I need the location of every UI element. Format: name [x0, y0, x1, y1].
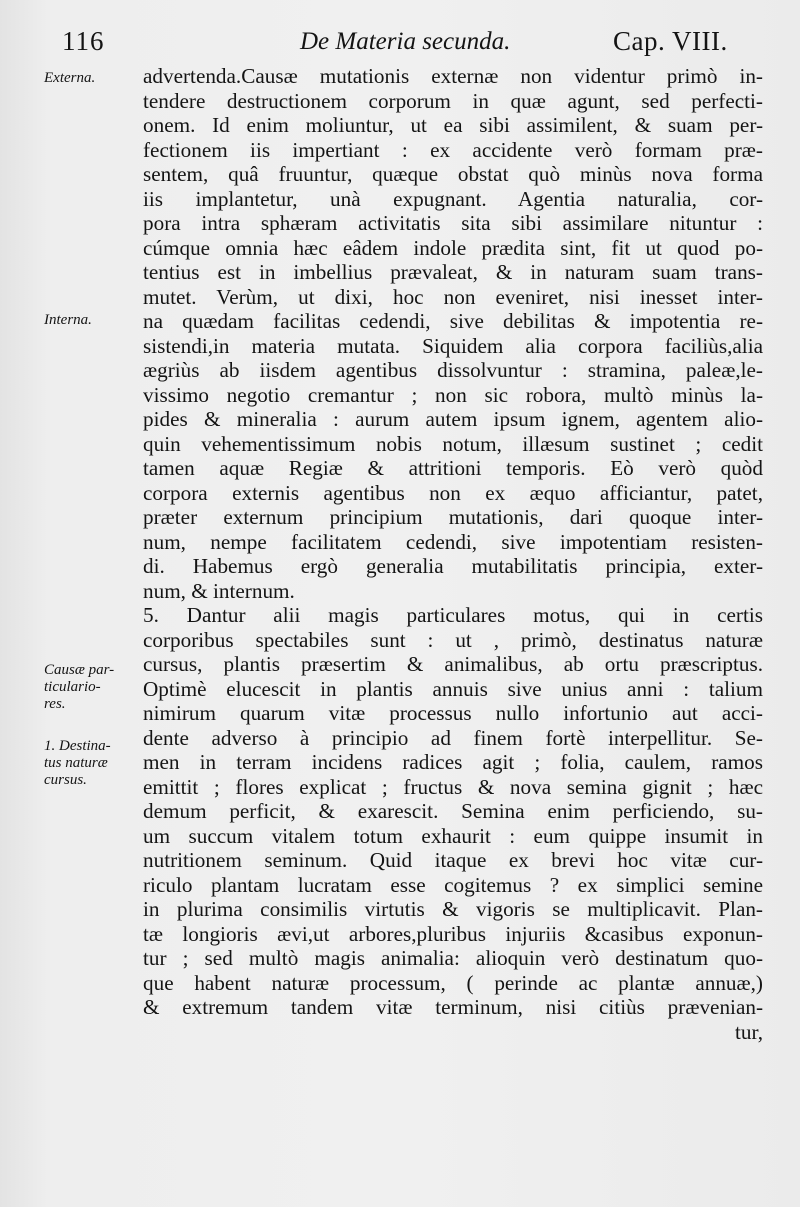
- page-header: [0, 22, 800, 62]
- margin-note-line: Interna.: [44, 312, 92, 328]
- text-line: ægriùs ab iisdem agentibus dissolvuntur : stramina, paleæ,le-: [143, 358, 763, 382]
- text-line: num, & internum.: [143, 578, 295, 603]
- text-line: præter externum principium mutationis, dari quoque inter-: [143, 505, 763, 529]
- text-line: dente adverso à principio ad finem fortè interpellitur. Se-: [143, 725, 763, 750]
- margin-note-line: Causæ par-: [44, 662, 115, 678]
- text-line: di. Habemus ergò generalia mutabilitatis principia, exter-: [143, 554, 763, 578]
- margin-note-line: ticulario-: [44, 679, 101, 695]
- text-line: emittit ; flores explicat ; fructus & nova semina gignit ; hæc: [143, 774, 763, 799]
- margin-note-line: cursus.: [44, 772, 87, 788]
- body-text: [143, 64, 763, 1044]
- text-line: fectionem iis impertiant : ex accidente verò formam præ-: [143, 137, 763, 162]
- text-line: 5. Dantur alii magis particulares motus, qui in certis: [143, 603, 763, 627]
- text-line: mutet. Verùm, ut dixi, hoc non eveniret, nisi inesset inter-: [143, 284, 763, 309]
- text-line: demum perficit, & exarescit. Semina enim perficiendo, su-: [143, 799, 763, 823]
- text-line: iis implantetur, unà expugnant. Agentia naturalia, cor-: [143, 186, 763, 211]
- text-line: cursus, plantis præsertim & animalibus, ab ortu præscriptus.: [143, 652, 763, 676]
- text-line: men in terram incidens radices agit ; folia, caulem, ramos: [143, 750, 763, 774]
- margin-note-line: Externa.: [44, 70, 96, 86]
- text-line: tur ; sed multò magis animalia: alioquin verò destinatum quo-: [143, 946, 763, 970]
- running-title: De Materia secunda.: [300, 28, 511, 55]
- text-line: & extremum tandem vitæ terminum, nisi citiùs prævenian-: [143, 995, 763, 1019]
- text-line: sentem, quâ fruuntur, quæque obstat quò minùs nova forma: [143, 162, 763, 186]
- margin-note-externa: [44, 70, 95, 87]
- text-line: tur,: [735, 1019, 763, 1044]
- text-line: num, nempe facilitatem cedendi, sive impotentiam resisten-: [143, 529, 763, 554]
- text-line: vissimo negotio cremantur ; non sic robora, multò minùs la-: [143, 382, 763, 407]
- text-line: pora intra sphæram activitatis sita sibi assimilare nituntur :: [143, 211, 763, 235]
- text-line: in plurima consimilis virtutis & vigoris se multiplicavit. Plan-: [143, 897, 763, 921]
- text-line: na quædam facilitas cedendi, sive debilitas & impotentia re-: [143, 309, 763, 333]
- margin-note-interna: [44, 312, 92, 329]
- text-line: nutritionem seminum. Quid itaque ex brevi hoc vitæ cur-: [143, 848, 763, 872]
- text-line: nimirum quarum vitæ processus nullo infortunio aut acci-: [143, 701, 763, 725]
- text-line: Optimè elucescit in plantis annuis sive unius anni : talium: [143, 676, 763, 701]
- page-number: 116: [62, 26, 105, 56]
- text-line: tæ longioris ævi,ut arbores,pluribus injuriis &casibus exponun-: [143, 921, 763, 946]
- text-line: onem. Id enim moliuntur, ut ea sibi assimilent, & suam per-: [143, 113, 763, 137]
- margin-note-causae: [44, 662, 114, 713]
- text-line: advertenda.Causæ mutationis externæ non videntur primò in-: [143, 64, 763, 88]
- text-line: corpora externis agentibus non ex æquo afficiantur, patet,: [143, 480, 763, 505]
- text-line: um succum vitalem totum exhaurit : eum quippe insumit in: [143, 823, 763, 848]
- margin-note-line: tus naturæ: [44, 755, 108, 771]
- text-line: tendere destructionem corporum in quæ agunt, sed perfecti-: [143, 88, 763, 113]
- text-line: corporibus spectabiles sunt : ut , primò, destinatus naturæ: [143, 627, 763, 652]
- text-line: sistendi,in materia mutata. Siquidem alia corpora faciliùs,alia: [143, 333, 763, 358]
- text-line: tentius est in imbellius prævaleat, & in naturam suam trans-: [143, 260, 763, 284]
- text-line: riculo plantam lucratam esse cogitemus ? ex simplici semine: [143, 872, 763, 897]
- chapter-label: Cap. VIII.: [613, 26, 728, 56]
- text-line: cúmque omnia hæc eâdem indole prædita sint, fit ut quod po-: [143, 235, 763, 260]
- text-line: quin vehementissimum nobis notum, illæsum sustinet ; cedit: [143, 431, 763, 456]
- text-line: pides & mineralia : aurum autem ipsum ignem, agentem alio-: [143, 407, 763, 431]
- text-line: que habent naturæ processum, ( perinde ac plantæ annuæ,): [143, 970, 763, 995]
- margin-note-line: 1. Destina-: [44, 738, 111, 754]
- margin-note-destinatus: [44, 738, 111, 789]
- text-line: tamen aquæ Regiæ & attritioni temporis. Eò verò quòd: [143, 456, 763, 480]
- margin-note-line: res.: [44, 696, 66, 712]
